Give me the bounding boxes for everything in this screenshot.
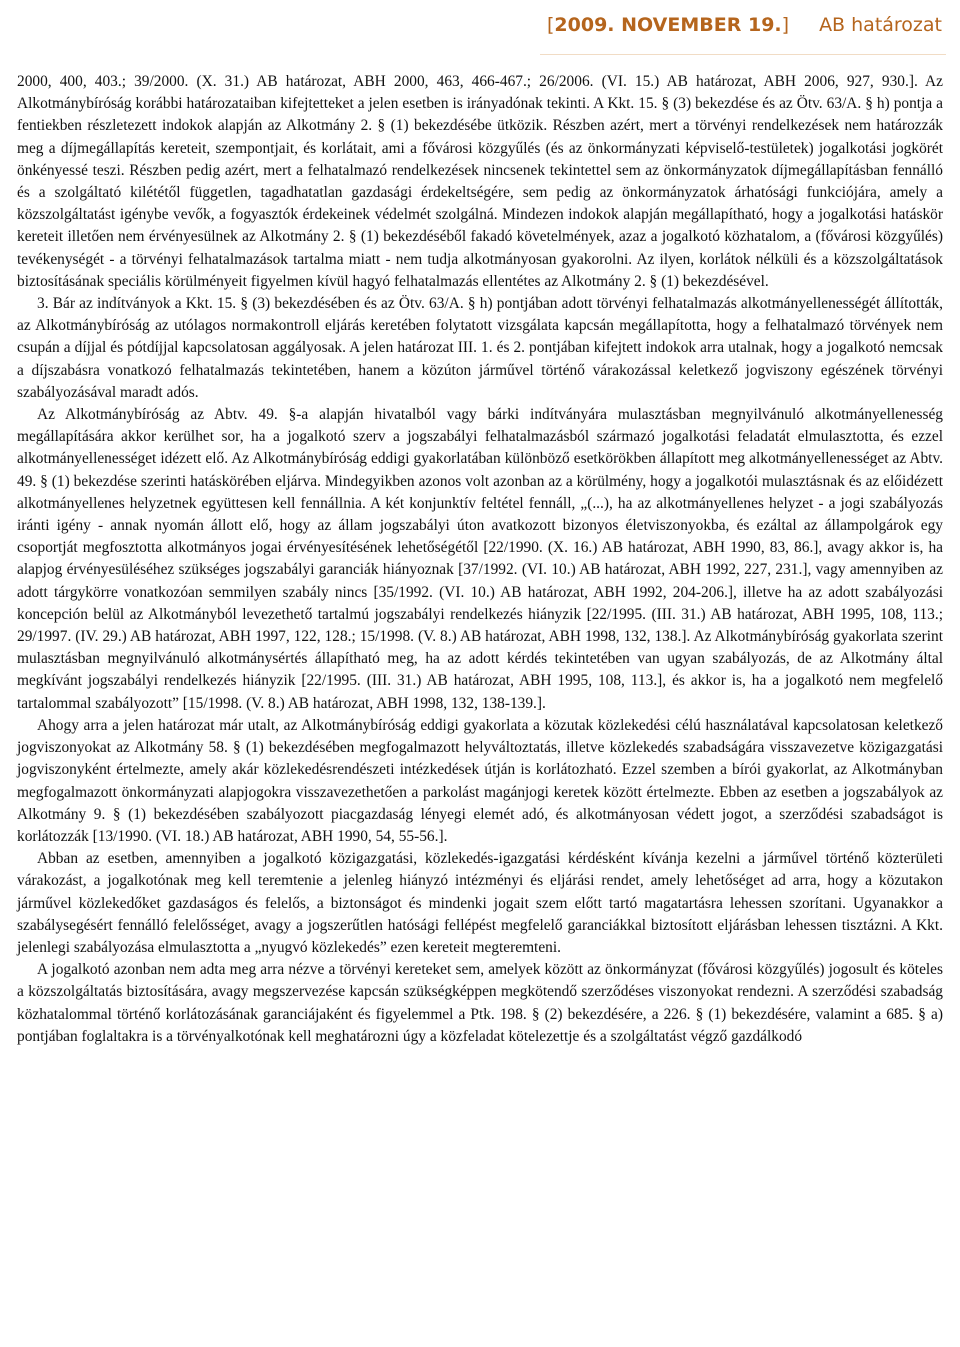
paragraph: 2000, 400, 403.; 39/2000. (X. 31.) AB határozat, ABH 2000, 463, 466-467.; 26/2006. (VI. 15.) AB határozat, ABH 2006, 927, 930.]. Az Alkotmánybíróság korábbi határozataiban kifejtetteket a jelen esetben is irányadónak tekinti. A Kkt. 15. § (3) bekezdése és az Ötv. 63/A. § h) pontja a fentiekben részletezett indokok alapján az Alkotmány 2. § (1) bekezdésébe ütközik. Részben azért, mert a törvényi rendelkezések nem határozzák meg a díjmegállapítás kereteit, szempontjait, és korlátait, ami a fővárosi közgyűlés (és az önkormányzati képviselő-testületek) jogalkotási jogkörét önkényessé teszi. Részben pedig azért, mert a felhatalmazó rendelkezések nincsenek tekintettel sem az önkormányzatok díjmegállapításban fennálló és a szolgáltató kilététől független, tagadhatatlan gazdasági érdekeltségére, sem pedig az önkormányzatok árhatósági funkciójára, amely a közszolgáltatást igénybe vevők, a fogyasztók érdekeinek védelmét szolgálná. Mindezen indokok alapján megállapítható, hogy a jogalkotási hatáskör kereteit illetően nem érvényesülnek az Alkotmány 2. § (1) bekezdéséből fakadó követelmények, azaz a jogalkotó közhatalom, a (fővárosi közgyűlés) tevékenységét - a törvényi felhatalmazások tartalma miatt - nem tudja alkotmányosan gyakorolni. Az ilyen, korlátok nélküli és a közszolgáltatások biztosításának speciális körülményeit figyelmen kívül hagyó felhatalmazás ellentétes az Alkotmány 2. § (1) bekezdésével. [17, 73, 943, 290]
header-bracket-open: [ [547, 14, 555, 36]
header-divider [540, 54, 946, 55]
paragraph: A jogalkotó azonban nem adta meg arra nézve a törvényi kereteket sem, amelyek között az önkormányzat (fővárosi közgyűlés) jogosult és köteles a közszolgáltatás biztosítására, avagy megszervezése kapcsán szükségképpen megkötendő szerződéses viszonyokat rendezni. A szerződési szabadság közhatalommal történő korlátozásának garanciájaként és figyelemmel a Ptk. 198. § (2) bekezdésére, a 226. § (1) bekezdésére, valamint a 685. § a) pontjában foglaltakra is a törvényalkotónak kell meghatározni úgy a közfeladat kötelezettje és a szolgáltatást végző gazdálkodó [17, 961, 943, 1045]
document-body [17, 71, 943, 1048]
header-text [547, 14, 942, 36]
paragraph: Az Alkotmánybíróság az Abtv. 49. §-a alapján hivatalból vagy bárki indítványára mulasztásban megnyilvánuló alkotmányellenesség megállapítására akkor kerülhet sor, ha a jogalkotó szerv a jogszabályi felhatalmazásból származó jogalkotási feladatát elmulasztotta, és ezzel alkotmányellenességet idézett elő. Az Alkotmánybíróság eddigi gyakorlatában különböző esetkörökben állapított meg alkotmányellenességet az Abtv. 49. § (1) bekezdése szerinti hatáskörében eljárva. Mindegyikben azonos volt azonban az a körülmény, hogy a jogalkotói mulasztásnak és az előidézett alkotmányellenes helyzetnek együttesen kell fennállnia. A két konjunktív feltétel fennáll, „(...), ha az alkotmányellenes helyzet - a jogi szabályozás iránti igény - annak nyomán állott elő, hogy az állam jogszabályi úton avatkozott bizonyos életviszonyokba, és ezáltal az állampolgárok egy csoportját megfosztotta alkotmányos jogai érvényesítésének lehetőségétől [22/1990. (X. 16.) AB határozat, ABH 1990, 83, 86.], avagy akkor is, ha alapjog érvényesüléséhez szükséges jogszabályi garanciák hiányoznak [37/1992. (VI. 10.) AB határozat, ABH 1992, 227, 231.], vagy amennyiben az adott tárgykörre vonatkozóan semmilyen szabály nincs [35/1992. (VI. 10.) AB határozat, ABH 1992, 204-206.], illetve ha az adott szabályozási koncepción belül az Alkotmányból levezethető tartalmú jogszabályi rendelkezés hiányzik [22/1995. (III. 31.) AB határozat, ABH 1995, 108, 113.; 29/1997. (IV. 29.) AB határozat, ABH 1997, 122, 128.; 15/1998. (V. 8.) AB határozat, ABH 1998, 132, 138.]. Az Alkotmánybíróság gyakorlata szerint mulasztásban megnyilvánuló alkotmánysértés állapítható meg, ha az adott kérdés tekintetében van ugyan szabályozás, de az Alkotmány által megkívánt jogszabályi rendelkezés hiányzik [22/1995. (III. 31.) AB határozat, ABH 1995, 108, 113.], és akkor is, ha a jogalkotó nem megfelelő tartalommal szabályozott” [15/1998. (V. 8.) AB határozat, ABH 1998, 132, 138-139.]. [17, 406, 943, 712]
header-title: AB határozat [819, 14, 942, 36]
paragraph: Abban az esetben, amennyiben a jogalkotó közigazgatási, közlekedés-igazgatási kérdésként kívánja kezelni a járművel történő közterületi várakozást, a jogalkotónak meg kell teremtenie a jelenleg hiányzó intézményi és eljárási rendet, amely lehetőséget ad arra, hogy a közutakon járművel közlekedőket gazdaságos és felelős, a biztonságot és mindenki jogait szem előtt tartó magatartásra lehessen szorítani. Ugyanakkor a szabálysegésért fennálló felelősséget, avagy a jogszerűtlen hatósági fellépést megfelelő garanciákkal biztosított eljárásban lehessen tisztázni. A Kkt. jelenlegi szabályozása elmulasztotta a „nyugvó közlekedés” ezen kereteit megteremteni. [17, 850, 943, 956]
header-bracket-close: ] [781, 14, 790, 36]
header-date: 2009. NOVEMBER 19. [554, 14, 782, 36]
paragraph: Ahogy arra a jelen határozat már utalt, az Alkotmánybíróság eddigi gyakorlata a közutak közlekedési célú használatával kapcsolatosan keletkező jogviszonyokat az Alkotmány 58. § (1) bekezdésében megfogalmazott helyváltoztatás, illetve közlekedés szabadságára visszavezetve közigazgatási jogviszonyként értelmezte, amely akár közlekedésrendészeti intézkedések útján is korlátozható. Ezzel szemben a bírói gyakorlat, az Alkotmányban megfogalmazott önkormányzati alapjogokra visszavezethetően a parkolást magánjogi keretek között értelmezte. Ebben az esetben a jogszabályok az Alkotmány 9. § (1) bekezdésében szabályozott piacgazdaság lényegi elemét adó, és alkotmányosan védett jogot, a szerződési szabadságot is korlátozzák [13/1990. (VI. 18.) AB határozat, ABH 1990, 54, 55-56.]. [17, 716, 943, 845]
paragraph: 3. Bár az indítványok a Kkt. 15. § (3) bekezdésében és az Ötv. 63/A. § h) pontjában adott törvényi felhatalmazás alkotmányellenességét állították, az Alkotmánybíróság az utólagos normakontroll eljárás keretében folytatott vizsgálata kapcsán megállapította, hogy a felhatalmazó törvények nem csupán a díjjal és pótdíjjal kapcsolatosan aggályosak. A jelen határozat III. 1. és 2. pontjában kifejtett indokok arra utalnak, hogy a jogalkotó nemcsak a díjszabásra vonatkozó felhatalmazás tekintetében, hanem a közúton járművel történő várakozással keletkező jogviszony egészének törvényi szabályozásával maradt adós. [17, 295, 943, 401]
page-header [0, 8, 960, 48]
